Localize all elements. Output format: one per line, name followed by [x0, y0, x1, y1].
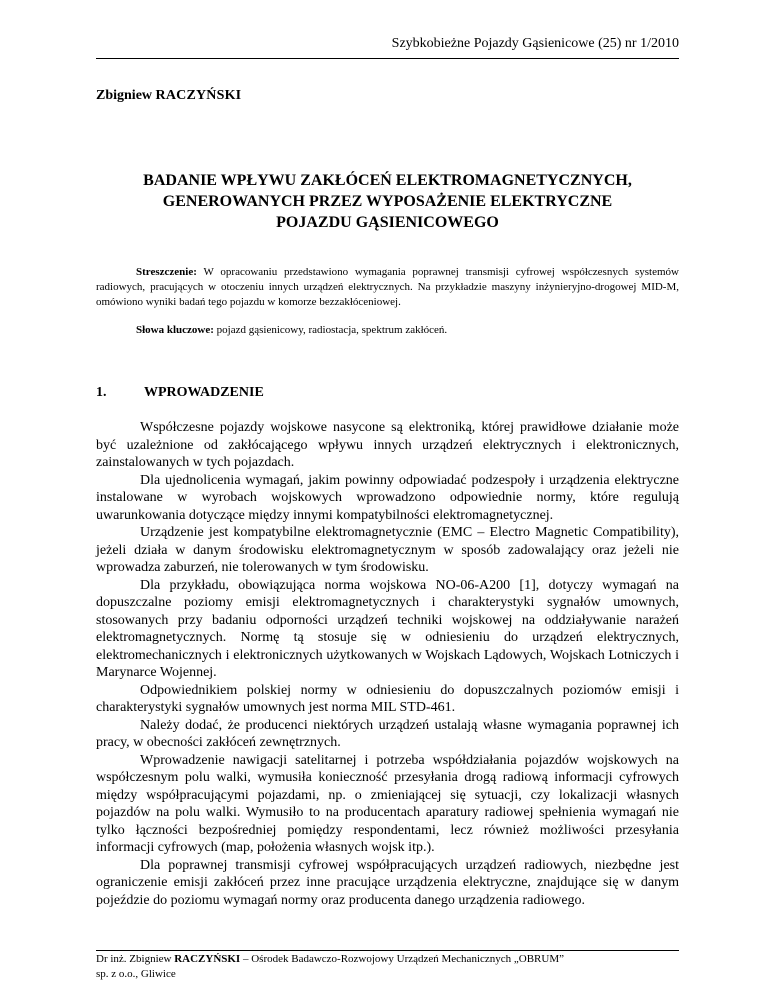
section-title: WPROWADZENIE: [144, 385, 264, 400]
footnote-divider: [96, 950, 679, 951]
paragraph: Dla przykładu, obowiązująca norma wojskowa NO-06-A200 [1], dotyczy wymagań na dopuszczalne poziomy emisji elektromagnetycznych i charakterystyki sygnałów umownych, stosowanych przy badaniu odporności urządzeń techniki wojskowej na oddziaływanie narażeń elektromagnetycznych. Normę tą stosuje się w odniesieniu do urządzeń elektrycznych, elektromechanicznych i elektronicznych użytkowanych w Wojskach Lądowych, Wojskach Lotniczych i Marynarce Wojennej.: [96, 577, 679, 680]
paragraph: Współczesne pojazdy wojskowe nasycone są elektroniką, której prawidłowe działanie może być uzależnione od zakłócającego wpływu innych urządzeń elektrycznych i elektronicznych, zainstalowanych w tych pojazdach.: [96, 420, 679, 470]
paper-title: [96, 170, 679, 233]
footnote-line-2: sp. z o.o., Gliwice: [96, 968, 176, 980]
author-surname: RACZYŃSKI: [155, 88, 242, 103]
keywords-text: pojazd gąsienicowy, radiostacja, spektrum zakłóceń.: [216, 324, 448, 336]
abstract: [96, 265, 679, 310]
author-first-name: Zbigniew: [96, 88, 153, 103]
running-header: [96, 35, 679, 59]
paragraph: Wprowadzenie nawigacji satelitarnej i potrzeba współdziałania pojazdów wojskowych na współczesnym polu walki, wymusiła konieczność przesyłania drogą radiową informacji cyfrowych między współpracującymi pojazdami, np. o zmieniającej się sytuacji, czy lokalizacji własnych pojazdów na polu walki. Wymusiło to na producentach aparatury radiowej spełnienia wymagań nie tylko łączności bezpośredniej pomiędzy respondentami, lecz również możliwości przesyłania informacji cyfrowych (map, położenia własnych wojsk itp.).: [96, 752, 679, 855]
section-number: 1.: [96, 385, 107, 400]
author-affiliation-footnote: [96, 952, 679, 982]
section-heading: [96, 385, 264, 401]
abstract-text: W opracowaniu przedstawiono wymagania poprawnej transmisji cyfrowej współczesnych systemów radiowych, pracujących w otoczeniu innych urządzeń elektrycznych. Na przykładzie maszyny inżynieryjno-drogowej MID-M, omówiono wyniki badań tego pojazdu w komorze bezzakłóceniowej.: [96, 266, 679, 308]
footnote-prefix: Dr inż. Zbigniew: [96, 953, 175, 965]
journal-reference: Szybkobieżne Pojazdy Gąsienicowe (25) nr 1/2010: [391, 36, 679, 51]
paragraph: Urządzenie jest kompatybilne elektromagnetycznie (EMC – Electro Magnetic Compatibility), jeżeli działa w danym środowisku elektromagnetycznym w sposób zadowalający oraz jeżeli nie wprowadza zaburzeń, nie tolerowanych w tym środowisku.: [96, 525, 679, 575]
paragraph: Dla poprawnej transmisji cyfrowej współpracujących urządzeń radiowych, niezbędne jest ograniczenie emisji zakłóceń przez inne pracujące urządzenia elektryczne, znajdujące się w danym pojeździe do poziomu wymagań normy oraz producenta danego urządzenia radiowego.: [96, 857, 679, 908]
body-text: [96, 419, 679, 909]
paragraph: Dla ujednolicenia wymagań, jakim powinny odpowiadać podzespoły i urządzenia elektryczne instalowane w wyrobach wojskowych wprowadzono odpowiednie normy, które regulują uwarunkowania dotyczące między innymi kompatybilności elektromagnetycznej.: [96, 472, 679, 523]
title-line: BADANIE WPŁYWU ZAKŁÓCEŃ ELEKTROMAGNETYCZNYCH,: [143, 172, 632, 189]
footnote-line-1: [96, 952, 679, 967]
paragraph: Należy dodać, że producenci niektórych urządzeń ustalają własne wymagania poprawnej ich pracy, w obecności zakłóceń zewnętrznych.: [96, 717, 679, 750]
footnote-affiliation: – Ośrodek Badawczo-Rozwojowy Urządzeń Mechanicznych „OBRUM”: [240, 953, 564, 965]
author-name: [96, 88, 241, 104]
abstract-label: Streszczenie:: [136, 266, 197, 278]
footnote-surname: RACZYŃSKI: [174, 953, 241, 965]
title-line: POJAZDU GĄSIENICOWEGO: [276, 214, 499, 231]
keywords: [136, 323, 447, 337]
title-line: GENEROWANYCH PRZEZ WYPOSAŻENIE ELEKTRYCZNE: [162, 193, 613, 210]
paragraph: Odpowiednikiem polskiej normy w odniesieniu do dopuszczalnych poziomów emisji i charakterystyki sygnałów umownych jest norma MIL STD-461.: [96, 682, 679, 715]
keywords-label: Słowa kluczowe:: [136, 324, 214, 336]
